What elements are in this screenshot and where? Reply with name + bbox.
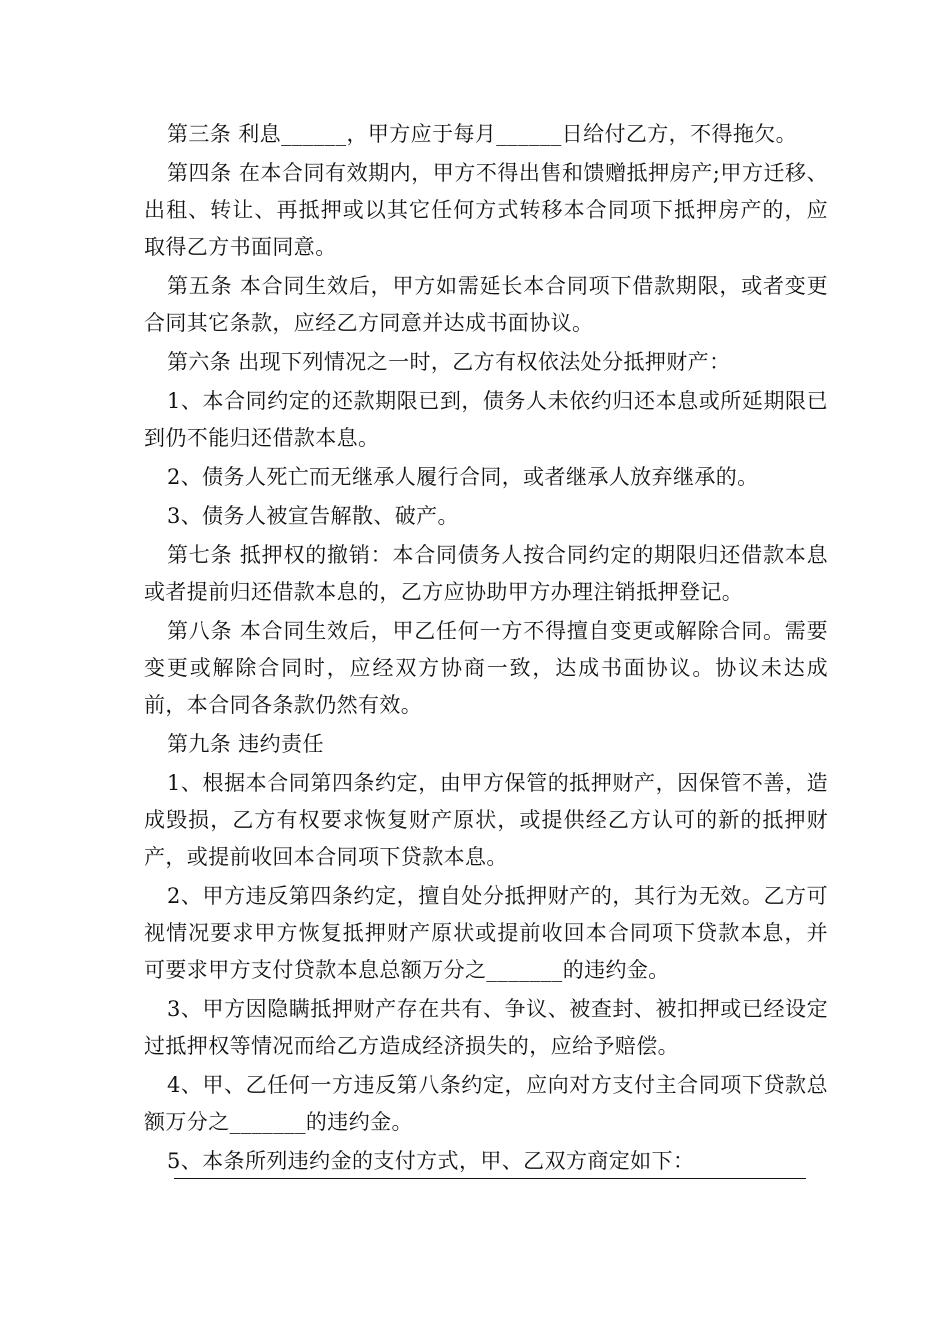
article-9-item-3: 3、甲方因隐瞒抵押财产存在共有、争议、被查封、被扣押或已经设定过抵押权等情况而给乙方造成经济损失的，应给予赔偿。 xyxy=(144,997,828,1058)
article-5-amendment: 第五条 本合同生效后，甲方如需延长本合同项下借款期限，或者变更合同其它条款，应经乙方同意并达成书面协议。 xyxy=(144,274,828,335)
article-4-property-restriction: 第四条 在本合同有效期内，甲方不得出售和馈赠抵押房产;甲方迁移、出租、转让、再抵押或以其它任何方式转移本合同项下抵押房产的，应取得乙方书面同意。 xyxy=(144,161,828,259)
article-9-item-1: 1、根据本合同第四条约定，由甲方保管的抵押财产，因保管不善，造成毁损，乙方有权要求恢复财产原状，或提供经乙方认可的新的抵押财产，或提前收回本合同项下贷款本息。 xyxy=(144,771,828,869)
article-9-item-2: 2、甲方违反第四条约定，擅自处分抵押财产的，其行为无效。乙方可视情况要求甲方恢复抵押财产原状或提前收回本合同项下贷款本息，并可要求甲方支付贷款本息总额万分之_______的违约金。 xyxy=(144,884,828,982)
article-3-interest: 第三条 利息______，甲方应于每月______日给付乙方，不得拖欠。 xyxy=(167,122,798,146)
article-9-item-5: 5、本条所列违约金的支付方式，甲、乙双方商定如下： xyxy=(167,1149,695,1173)
article-7-revocation: 第七条 抵押权的撤销：本合同债务人按合同约定的期限归还借款本息或者提前归还借款本息的，乙方应协助甲方办理注销抵押登记。 xyxy=(144,543,828,604)
article-6-item-2: 2、债务人死亡而无继承人履行合同，或者继承人放弃继承的。 xyxy=(167,465,759,489)
article-9-heading: 第九条 违约责任 xyxy=(167,732,324,756)
article-6-item-3: 3、债务人被宣告解散、破产。 xyxy=(167,504,459,528)
fill-in-blank-line xyxy=(174,1178,806,1179)
article-9-item-4: 4、甲、乙任何一方违反第八条约定，应向对方支付主合同项下贷款总额万分之_______的违约金。 xyxy=(144,1073,828,1134)
contract-body xyxy=(144,116,828,1180)
article-6-item-1: 1、本合同约定的还款期限已到，债务人未依约归还本息或所延期限已到仍不能归还借款本息。 xyxy=(144,389,828,450)
article-8-no-unilateral-change: 第八条 本合同生效后，甲乙任何一方不得擅自变更或解除合同。需要变更或解除合同时，应经双方协商一致，达成书面协议。协议未达成前，本合同各条款仍然有效。 xyxy=(144,619,828,717)
article-6-disposal-conditions: 第六条 出现下列情况之一时，乙方有权依法处分抵押财产： xyxy=(167,350,731,374)
